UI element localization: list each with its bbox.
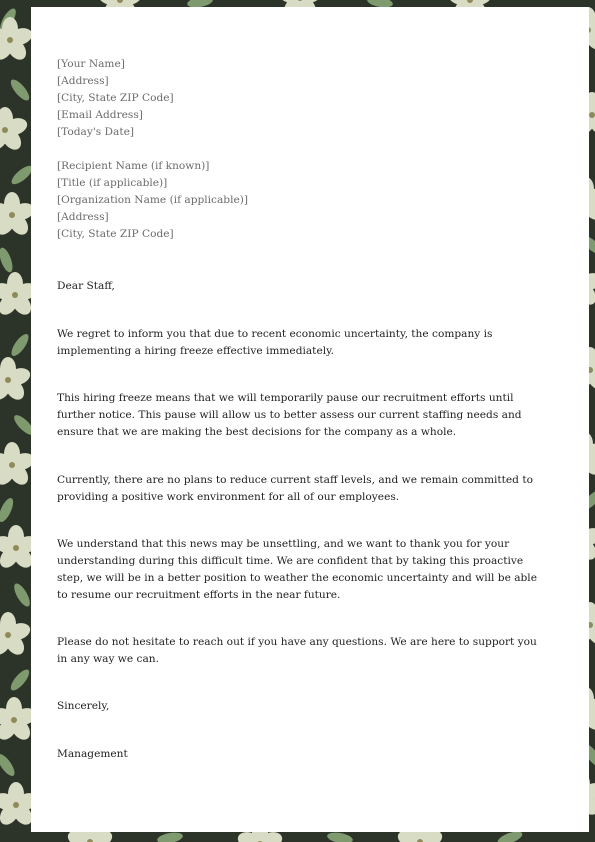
sender-block: [57, 56, 537, 141]
body-paragraph: We regret to inform you that due to recent economic uncertainty, the company is implementing a hiring freeze effective immediately.: [57, 328, 493, 357]
body-paragraph: Please do not hesitate to reach out if you have any questions. We are here to support you in any way we can.: [57, 636, 537, 665]
recipient-city-state-zip: [City, State ZIP Code]: [57, 228, 174, 240]
recipient-block: [57, 158, 537, 243]
recipient-address: [Address]: [57, 211, 109, 223]
letter-paper: [31, 7, 589, 832]
closing: Sincerely,: [57, 700, 110, 712]
recipient-name: [Recipient Name (if known)]: [57, 160, 210, 172]
salutation: Dear Staff,: [57, 280, 115, 292]
body-paragraph: This hiring freeze means that we will temporarily pause our recruitment efforts until further notice. This pause will allow us to better assess our current staffing needs and ensure that we are making the best decisions for the company as a whole.: [57, 392, 522, 438]
letter-date: [Today's Date]: [57, 126, 135, 138]
recipient-title: [Title (if applicable)]: [57, 177, 168, 189]
sender-address: [Address]: [57, 75, 109, 87]
sender-email: [Email Address]: [57, 109, 143, 121]
recipient-organization: [Organization Name (if applicable)]: [57, 194, 248, 206]
body-paragraph: We understand that this news may be unsettling, and we want to thank you for your understanding during this difficult time. We are confident that by taking this proactive step, we will be in a better position to weather the economic uncertainty and will be able to resume our recruitment efforts in the near future.: [57, 538, 537, 601]
sender-name: [Your Name]: [57, 58, 125, 70]
signature: Management: [57, 748, 128, 760]
sender-city-state-zip: [City, State ZIP Code]: [57, 92, 174, 104]
body-paragraph: Currently, there are no plans to reduce current staff levels, and we remain committed to providing a positive work environment for all of our employees.: [57, 474, 533, 503]
